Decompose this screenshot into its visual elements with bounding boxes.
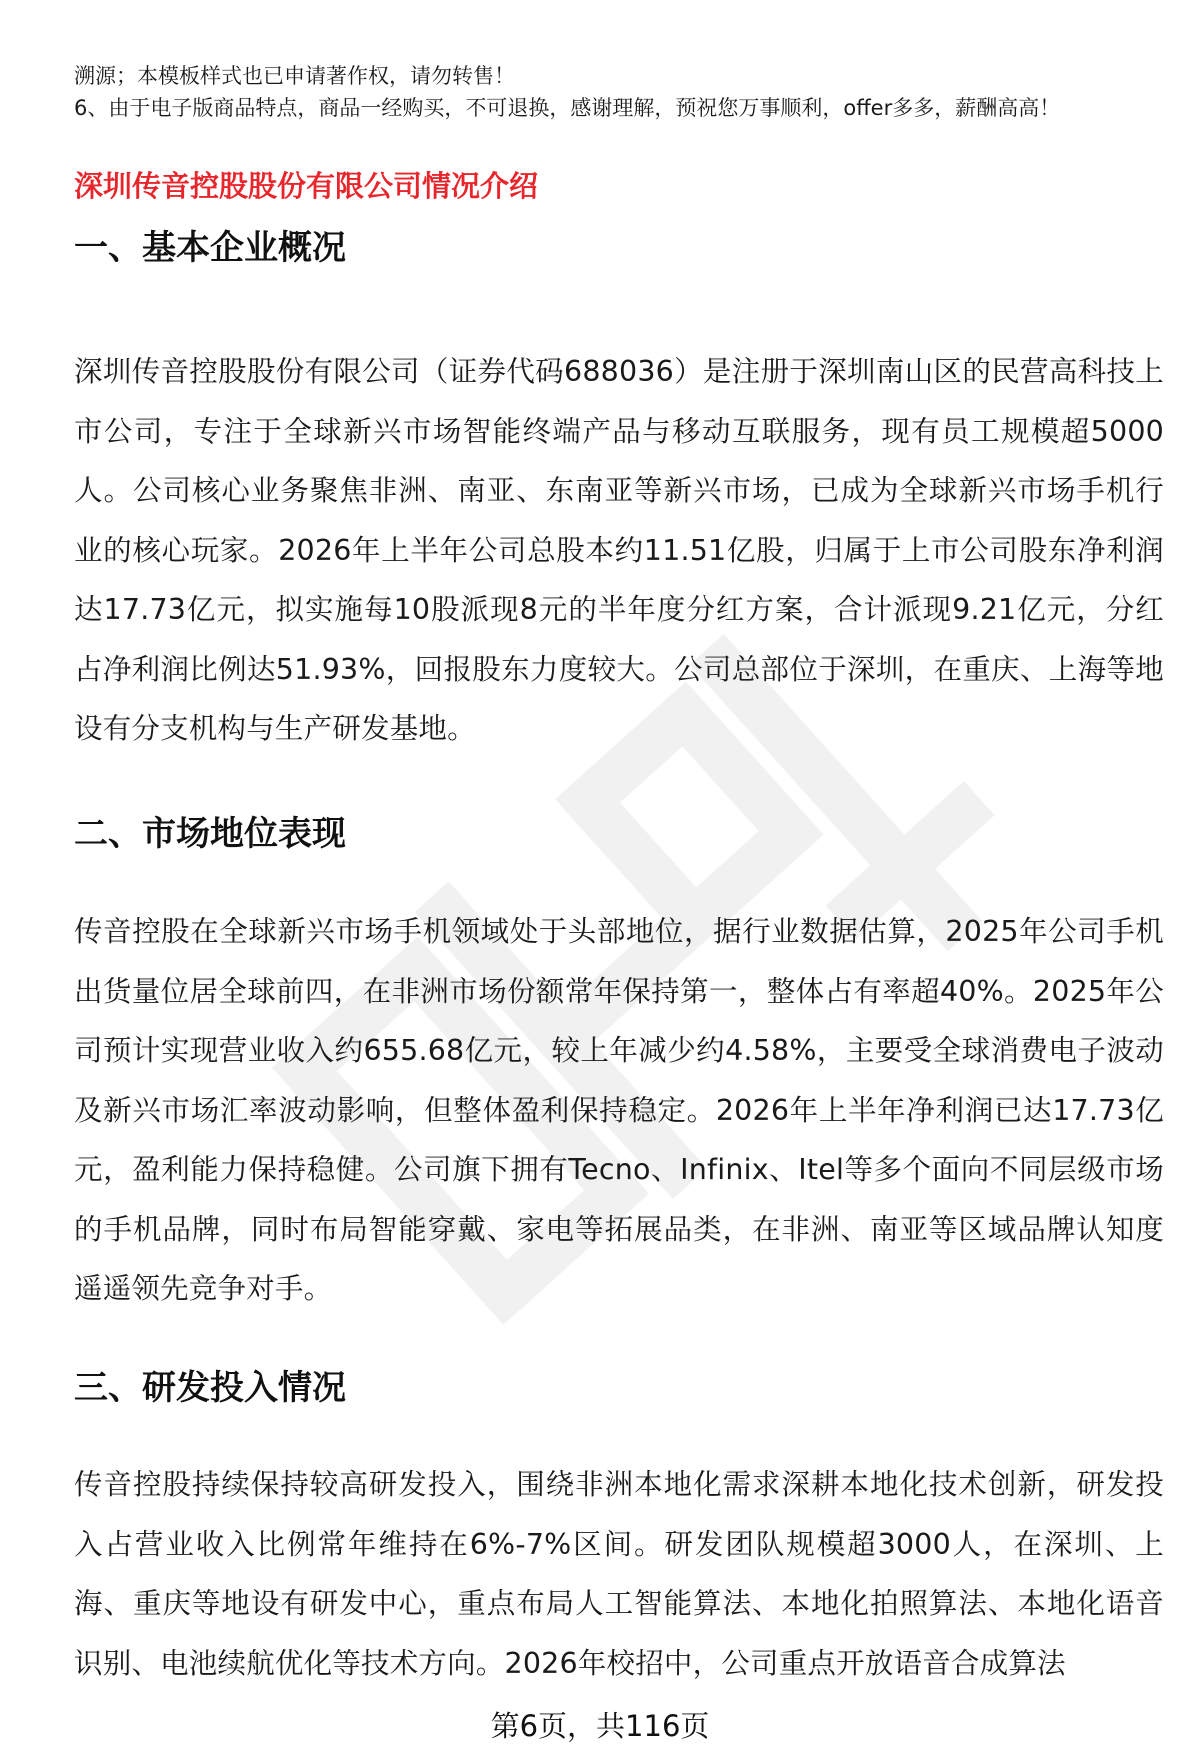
section-heading-2: 二、市场地位表现 bbox=[74, 814, 346, 854]
section-heading-3: 三、研发投入情况 bbox=[74, 1368, 346, 1408]
section-paragraph-3: 传音控股持续保持较高研发投入，围绕非洲本地化需求深耕本地化技术创新，研发投入占营业收入比例常年维持在6%-7%区间。研发团队规模超3000人，在深圳、上海、重庆等地设有研发中心，重点布局人工智能算法、本地化拍照算法、本地化语音识别、电池续航优化等技术方向。2026年校招中，公司重点开放语音合成算法 bbox=[74, 1468, 1164, 1680]
section-heading-1: 一、基本企业概况 bbox=[74, 228, 346, 268]
page-number-footer: 第6页，共116页 bbox=[490, 1709, 710, 1743]
document-title: 深圳传音控股股份有限公司情况介绍 bbox=[74, 169, 539, 203]
section-paragraph-2: 传音控股在全球新兴市场手机领域处于头部地位，据行业数据估算，2025年公司手机出货量位居全球前四，在非洲市场份额常年保持第一，整体占有率超40%。2025年公司预计实现营业收入约655.68亿元，较上年减少约4.58%，主要受全球消费电子波动及新兴市场汇率波动影响，但整体盈利保持稳定。2026年上半年净利润已达17.73亿元，盈利能力保持稳健。公司旗下拥有Tecno、Infinix、Itel等多个面向不同层级市场的手机品牌，同时布局智能穿戴、家电等拓展品类，在非洲、南亚等区域品牌认知度遥遥领先竞争对手。 bbox=[74, 915, 1164, 1305]
section-paragraph-1: 深圳传音控股股份有限公司（证券代码688036）是注册于深圳南山区的民营高科技上市公司，专注于全球新兴市场智能终端产品与移动互联服务，现有员工规模超5000人。公司核心业务聚焦非洲、南亚、东南亚等新兴市场，已成为全球新兴市场手机行业的核心玩家。2026年上半年公司总股本约11.51亿股，归属于上市公司股东净利润达17.73亿元，拟实施每10股派现8元的半年度分红方案，合计派现9.21亿元，分红占净利润比例达51.93%，回报股东力度较大。公司总部位于深圳，在重庆、上海等地设有分支机构与生产研发基地。 bbox=[74, 355, 1164, 745]
notice-line-1: 溯源；本模板样式也已申请著作权，请勿转售！ bbox=[74, 64, 515, 88]
notice-line-2: 6、由于电子版商品特点，商品一经购买，不可退换，感谢理解，预祝您万事顺利，offer多多，薪酬高高！ bbox=[74, 96, 1061, 120]
